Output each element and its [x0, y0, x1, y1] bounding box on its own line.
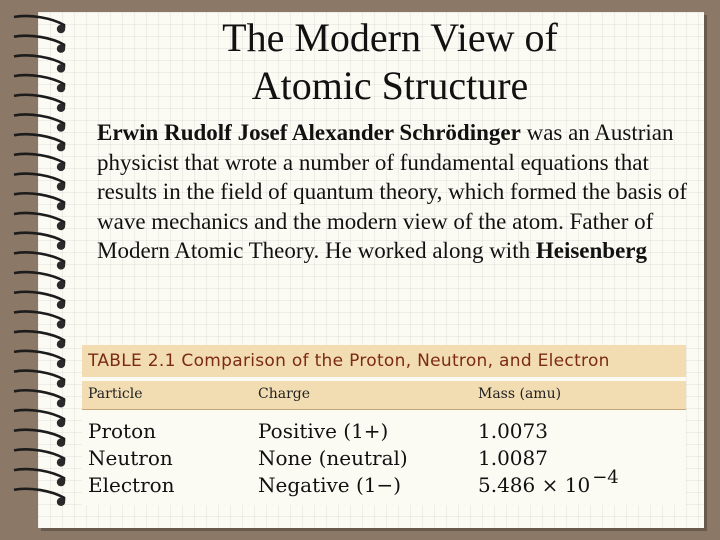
spiral-ring — [14, 95, 65, 112]
spiral-ring — [14, 489, 65, 506]
spiral-ring — [14, 134, 65, 151]
spiral-ring — [14, 233, 65, 250]
mass-cell: 1.0073 — [478, 419, 548, 443]
spiral-ring — [14, 371, 65, 388]
header-charge: Charge — [258, 386, 311, 402]
spiral-ring — [14, 410, 65, 427]
spiral-ring — [14, 469, 65, 486]
table-caption — [82, 345, 686, 377]
spiral-ring — [14, 16, 65, 33]
spiral-ring — [14, 311, 65, 328]
charge-cell: None (neutral) — [258, 446, 408, 470]
spiral-ring — [14, 351, 65, 368]
particle-cell: Electron — [88, 473, 175, 497]
charge-cell: Negative (1−) — [258, 473, 402, 497]
spiral-ring — [14, 252, 65, 269]
spiral-ring — [14, 193, 65, 210]
spiral-ring — [14, 430, 65, 447]
body-paragraph — [97, 118, 697, 266]
spiral-ring — [14, 174, 65, 191]
table-row — [82, 419, 686, 446]
paragraph-bold-end: Heisenberg — [535, 238, 647, 263]
mass-cell: 1.0087 — [478, 446, 548, 470]
mass-cell — [478, 467, 619, 497]
spiral-ring — [14, 55, 65, 72]
paragraph-text: was an Austrian physicist that wrote a number of fundamental equations that results in the field of quantum theory, which formed the basis of wave mechanics and the modern view of the atom. Father of Modern Atomic Theory. He worked along with — [97, 120, 687, 263]
spiral-ring — [14, 36, 65, 53]
table-row — [82, 467, 686, 500]
spiral-ring — [14, 114, 65, 131]
spiral-ring — [14, 75, 65, 92]
spiral-ring — [14, 331, 65, 348]
table-caption-text: TABLE 2.1 Comparison of the Proton, Neutron, and Electron — [88, 351, 610, 371]
title-line-2: Atomic Structure — [251, 63, 529, 108]
header-mass: Mass (amu) — [478, 386, 562, 402]
charge-cell: Positive (1+) — [258, 419, 389, 443]
spiral-binding — [0, 0, 90, 540]
mass-value: 5.486 × 10 — [478, 473, 591, 497]
spiral-ring — [14, 154, 65, 171]
header-particle: Particle — [88, 386, 143, 402]
table-header-row — [82, 381, 686, 410]
scientist-name: Erwin Rudolf Josef Alexander Schrödinger — [97, 120, 521, 145]
title-line-1: The Modern View of — [222, 15, 558, 60]
spiral-ring — [14, 449, 65, 466]
mass-exponent: −4 — [592, 467, 619, 488]
comparison-table — [82, 345, 686, 505]
spiral-ring — [14, 390, 65, 407]
particle-cell: Proton — [88, 419, 157, 443]
spiral-ring — [14, 213, 65, 230]
spiral-ring — [14, 272, 65, 289]
slide-title — [150, 14, 630, 110]
particle-cell: Neutron — [88, 446, 173, 470]
spiral-ring — [14, 292, 65, 309]
